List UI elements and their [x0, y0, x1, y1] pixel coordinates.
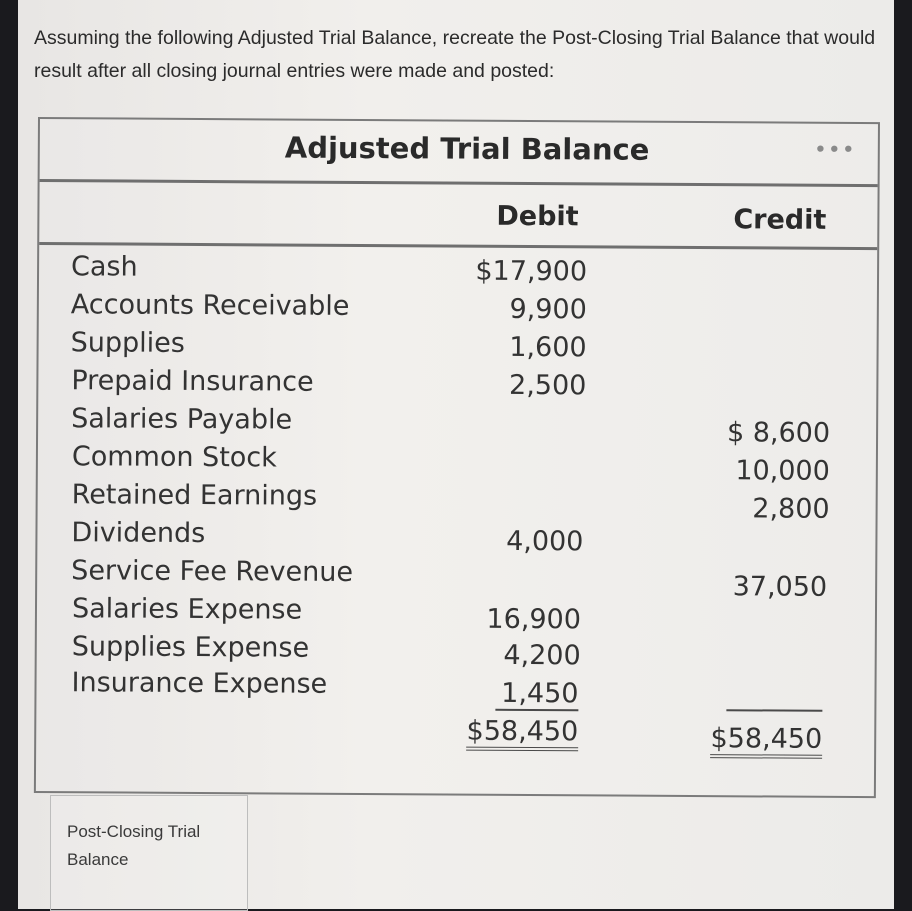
debit-header: Debit [496, 200, 579, 233]
post-closing-label: Post-Closing Trial Balance [67, 822, 201, 869]
question-prompt: Assuming the following Adjusted Trial Balance, recreate the Post-Closing Trial Balance that would result after all closing journal entries were made and posted: [34, 27, 876, 82]
account-service-fee-revenue: Service Fee Revenue [71, 555, 354, 588]
account-supplies: Supplies [70, 327, 185, 359]
screen [18, 0, 894, 909]
credit-total: $58,450 [710, 723, 822, 759]
debit-supplies: 1,600 [509, 331, 587, 364]
table-header-row [39, 182, 877, 250]
debit-salaries-expense: 16,900 [486, 603, 582, 636]
account-insurance-expense: Insurance Expense [71, 667, 328, 700]
debit-supplies-expense: 4,200 [503, 639, 581, 672]
credit-sum-line [726, 709, 822, 712]
account-retained-earnings: Retained Earnings [71, 479, 318, 512]
debit-dividends: 4,000 [506, 525, 584, 558]
debit-total: $58,450 [466, 716, 578, 752]
account-accounts-receivable: Accounts Receivable [70, 289, 350, 322]
adjusted-trial-balance-table [34, 117, 880, 798]
credit-service-fee-revenue: 37,050 [732, 571, 828, 603]
debit-accounts-receivable: 9,900 [509, 293, 587, 326]
account-salaries-expense: Salaries Expense [71, 593, 303, 626]
account-dividends: Dividends [71, 517, 206, 550]
credit-common-stock: 10,000 [735, 455, 830, 487]
account-salaries-payable: Salaries Payable [71, 403, 293, 436]
account-prepaid-insurance: Prepaid Insurance [71, 365, 314, 398]
post-closing-answer-box[interactable] [50, 795, 248, 911]
account-cash: Cash [70, 251, 138, 283]
account-common-stock: Common Stock [71, 441, 277, 474]
table-title: Adjusted Trial Balance [284, 130, 650, 167]
credit-salaries-payable: $ 8,600 [726, 417, 831, 449]
debit-cash: $17,900 [475, 255, 588, 288]
more-options-icon[interactable]: ••• [813, 137, 856, 163]
credit-retained-earnings: 2,800 [752, 493, 830, 525]
credit-header: Credit [733, 204, 827, 236]
table-title-row [40, 119, 878, 187]
debit-insurance-expense: 1,450 [495, 678, 578, 712]
account-supplies-expense: Supplies Expense [71, 631, 310, 664]
debit-prepaid-insurance: 2,500 [508, 369, 587, 402]
